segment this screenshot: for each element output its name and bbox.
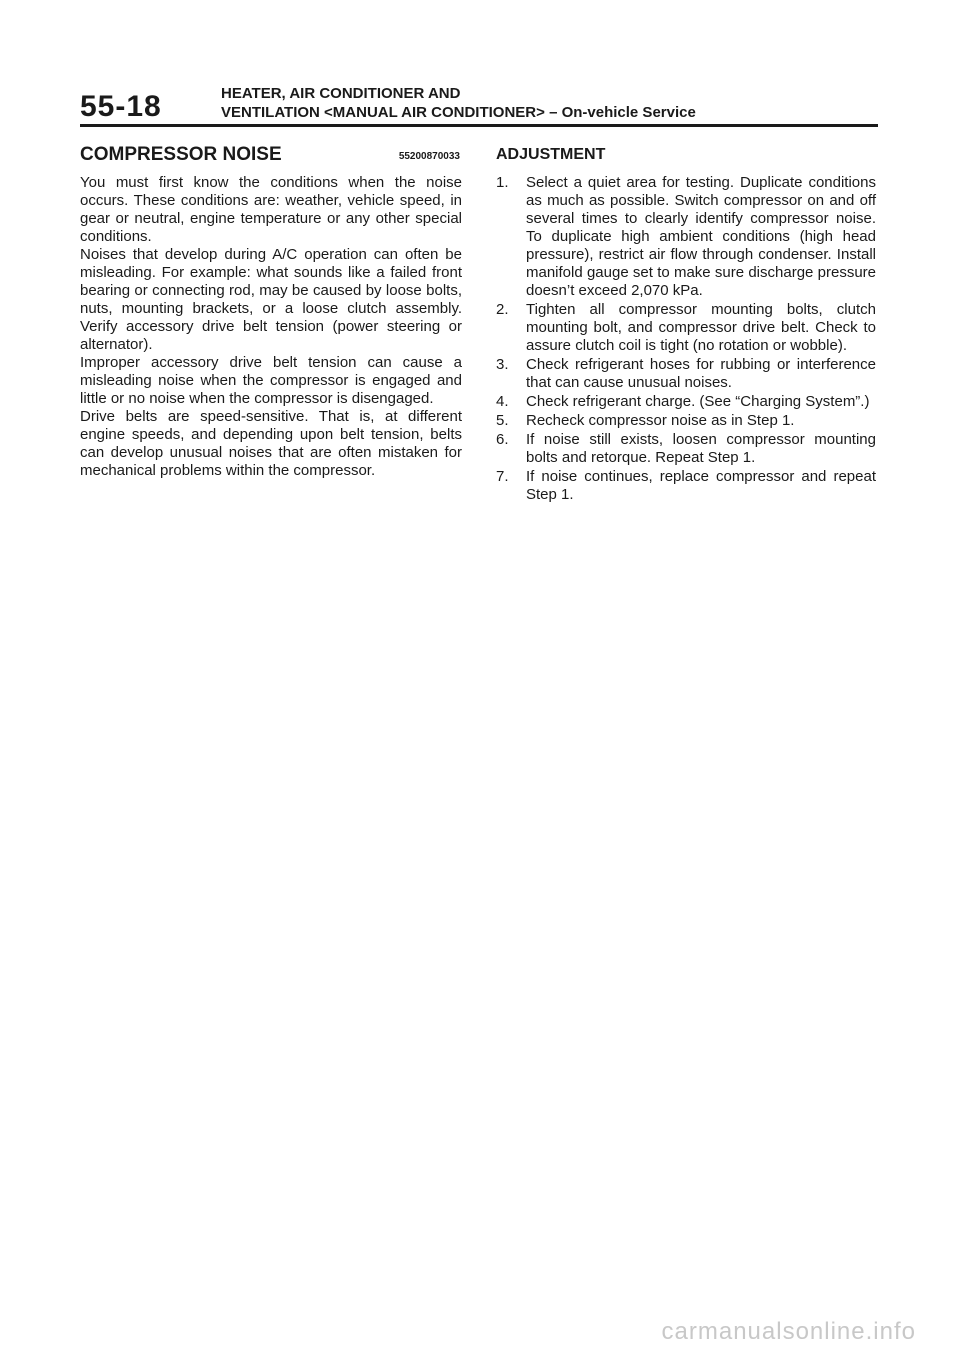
step-item [496,468,876,504]
step-number: 4. [496,393,509,410]
paragraph: Improper accessory drive belt tension can cause a misleading noise when the compressor is engaged and little or no noise when the compressor is disengaged. [80,354,462,407]
step-text: If noise continues, replace compressor and repeat Step 1. [526,468,876,503]
step-item [496,174,876,300]
step-number: 5. [496,412,509,429]
section-code: 55200870033 [398,151,460,162]
step-item [496,393,876,411]
step-text: Recheck compressor noise as in Step 1. [526,412,795,429]
step-text: If noise still exists, loosen compressor mounting bolts and retorque. Repeat Step 1. [526,431,876,466]
page-number: 55-18 [80,90,162,123]
step-text: Check refrigerant hoses for rubbing or interference that can cause unusual noises. [526,356,876,391]
step-text: Tighten all compressor mounting bolts, clutch mounting bolt, and compressor drive belt. Check to assure clutch coil is tight (no rotation or wobble). [526,301,876,354]
section-heading-compressor-noise [80,144,462,168]
step-item [496,412,876,430]
step-number: 6. [496,431,509,448]
watermark-text: carmanualsonline.info [661,1318,916,1345]
header-title [221,84,696,122]
left-column [80,144,462,480]
right-column [496,144,876,505]
adjustment-steps [496,174,876,504]
paragraph: Drive belts are speed-sensitive. That is, at different engine speeds, and depending upon belt tension, belts can develop unusual noises that are often mistaken for mechanical problems within the compressor. [80,408,462,479]
step-number: 2. [496,301,509,318]
paragraph: You must first know the conditions when the noise occurs. These conditions are: weather, vehicle speed, in gear or neutral, engine temperature or any other special conditions. [80,174,462,245]
step-text: Select a quiet area for testing. Duplicate conditions as much as possible. Switch compressor on and off several times to clearly identify compressor noise. To duplicate high ambient conditions (high head pressure), restrict air flow through condenser. Install manifold gauge set to make sure discharge pressure doesn’t exceed 2,070 kPa. [526,174,876,299]
header-rule [80,124,878,127]
step-number: 7. [496,468,509,485]
section-heading-adjustment: ADJUSTMENT [496,146,606,163]
paragraph: Noises that develop during A/C operation can often be misleading. For example: what sounds like a failed front bearing or connecting rod, may be caused by loose bolts, nuts, mounting brackets, or a loose clutch assembly. Verify accessory drive belt tension (power steering or alternator). [80,246,462,353]
step-number: 1. [496,174,509,191]
step-item [496,431,876,467]
page-header [80,84,878,150]
header-title-line2: VENTILATION <MANUAL AIR CONDITIONER> – On-vehicle Service [221,104,696,121]
header-title-line1: HEATER, AIR CONDITIONER AND [221,85,461,102]
step-number: 3. [496,356,509,373]
step-item [496,356,876,392]
step-text: Check refrigerant charge. (See “Charging System”.) [526,393,870,410]
step-item [496,301,876,355]
section-title: COMPRESSOR NOISE [80,144,282,165]
